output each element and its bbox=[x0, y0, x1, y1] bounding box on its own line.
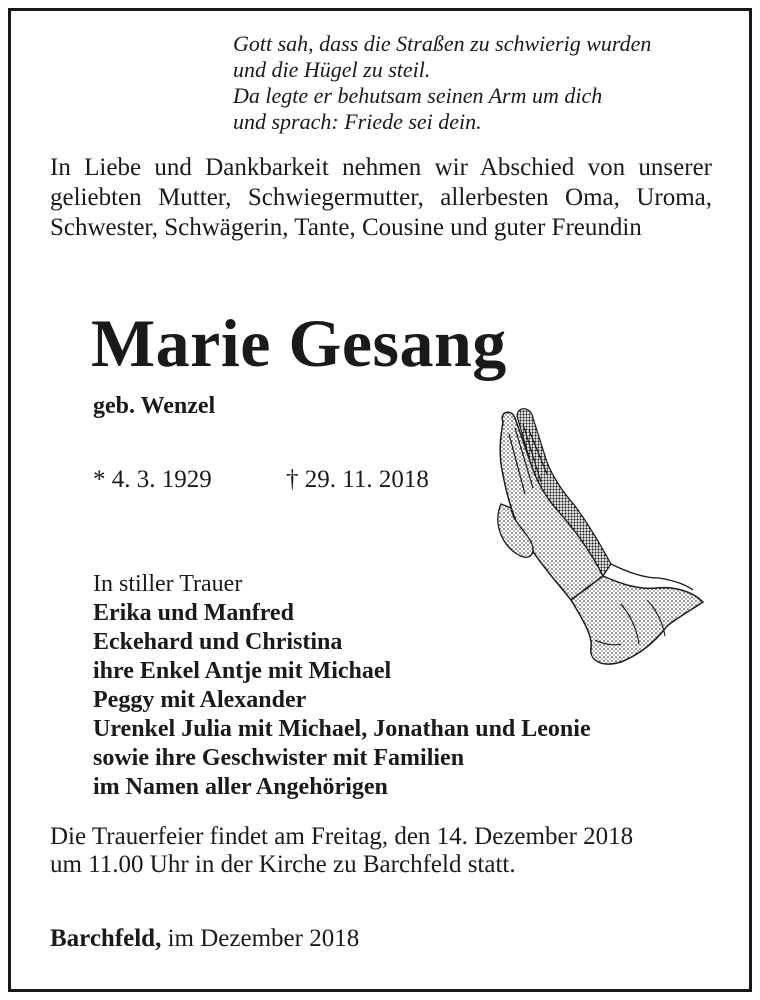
death-date: † 29. 11. 2018 bbox=[286, 466, 429, 493]
place-date bbox=[50, 925, 359, 953]
intro-text: In Liebe und Dankbarkeit nehmen wir Abschied von unserer geliebten Mutter, Schwiegermutter, allerbesten Oma, Uroma, Schwester, Schwägerin, Tante, Cousine und guter Freundin bbox=[50, 154, 712, 241]
poem-line: Gott sah, dass die Straßen zu schwierig wurden bbox=[233, 31, 652, 56]
poem bbox=[233, 31, 651, 135]
mourning-heading: In stiller Trauer bbox=[93, 571, 243, 597]
mourner-line: im Namen aller Angehörigen bbox=[93, 774, 388, 800]
mourner-line: Urenkel Julia mit Michael, Jonathan und Leonie bbox=[93, 716, 591, 742]
birth-date: * 4. 3. 1929 bbox=[93, 466, 212, 493]
place-name: Barchfeld, bbox=[50, 925, 162, 952]
mourner-line: Erika und Manfred bbox=[93, 600, 294, 626]
mourner-line: ihre Enkel Antje mit Michael bbox=[93, 658, 392, 684]
mourners-list bbox=[93, 599, 591, 802]
funeral-line: Die Trauerfeier findet am Freitag, den 14. Dezember 2018 bbox=[50, 823, 634, 850]
funeral-line: um 11.00 Uhr in der Kirche zu Barchfeld statt. bbox=[50, 851, 516, 878]
poem-line: Da legte er behutsam seinen Arm um dich bbox=[233, 83, 603, 108]
obituary-frame bbox=[8, 8, 752, 992]
closing-date: im Dezember 2018 bbox=[167, 925, 360, 952]
deceased-name: Marie Gesang bbox=[91, 305, 507, 381]
birth-name: geb. Wenzel bbox=[93, 393, 216, 419]
poem-line: und sprach: Friede sei dein. bbox=[233, 109, 482, 134]
poem-line: und die Hügel zu steil. bbox=[233, 57, 431, 82]
funeral-notice bbox=[50, 823, 633, 879]
mourner-line: Peggy mit Alexander bbox=[93, 687, 307, 713]
mourner-line: Eckehard und Christina bbox=[93, 629, 343, 655]
mourner-line: sowie ihre Geschwister mit Familien bbox=[93, 745, 465, 771]
